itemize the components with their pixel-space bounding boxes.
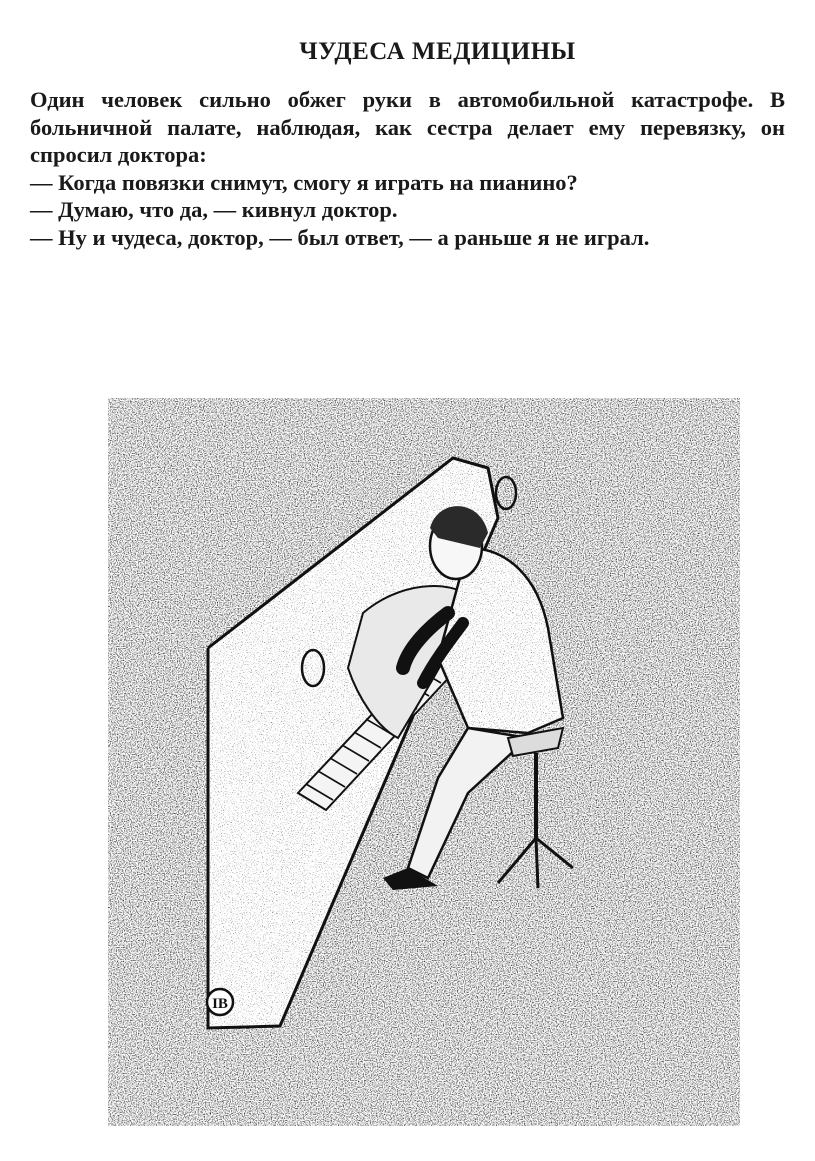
dialogue-line-2: — Думаю, что да, — кивнул доктор.	[30, 197, 398, 222]
article-title: ЧУДЕСА МЕДИЦИНЫ	[299, 38, 576, 65]
dialogue-line-1: — Когда повязки снимут, смогу я играть на пианино?	[30, 169, 578, 195]
story-narration: Один человек сильно обжег руки в автомобильной катастрофе. В больничной палате, наблюдая, как сестра делает ему перевязку, он спросил доктора:	[30, 87, 785, 167]
artist-signature: IB	[212, 996, 228, 1012]
dialogue-line-3: — Ну и чудеса, доктор, — был ответ, — а раньше я не играл.	[30, 224, 650, 250]
article-body	[30, 86, 785, 251]
cartoon-illustration	[108, 398, 740, 1126]
piano-player-drawing	[108, 398, 740, 1126]
